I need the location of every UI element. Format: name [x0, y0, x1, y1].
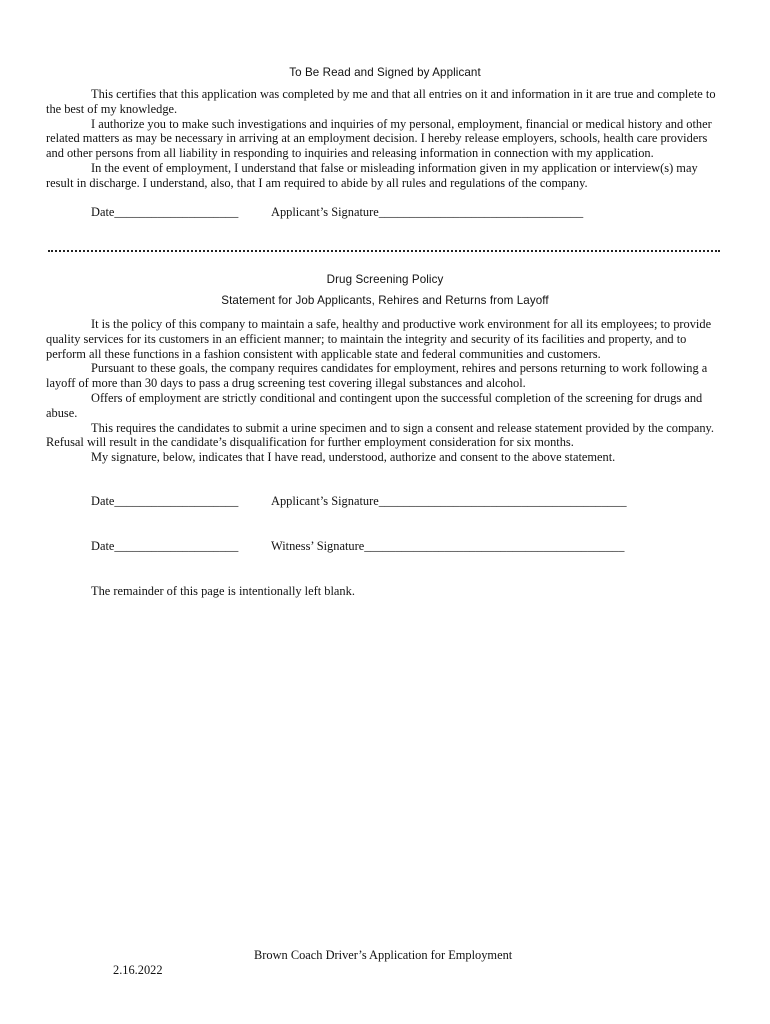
section-divider	[48, 250, 720, 252]
conditional-offer-paragraph: Offers of employment are strictly conditional and contingent upon the successful completion of the screening for drugs and abuse.	[46, 390, 703, 420]
applicant-signature-field[interactable]: Applicant’s Signature________________________________________	[271, 494, 627, 508]
specimen-paragraph: This requires the candidates to submit a urine specimen and to sign a consent and release statement provided by the company. Refusal will result in the candidate’s disqualification for further employment consideration for six months.	[46, 420, 715, 450]
applicant-certification-heading: To Be Read and Signed by Applicant	[289, 66, 481, 79]
date-field[interactable]: Date____________________	[91, 205, 239, 219]
blank-page-note: The remainder of this page is intentionally left blank.	[91, 584, 355, 598]
date-field[interactable]: Date____________________	[91, 539, 239, 553]
date-field[interactable]: Date____________________	[91, 494, 239, 508]
applicant-signature-field[interactable]: Applicant’s Signature_________________________________	[271, 205, 584, 219]
policy-paragraph: It is the policy of this company to maintain a safe, healthy and productive work environment for all its employees; to provide quality services for its customers in an efficient manner; to maintain the integrity and security of its facilities and property, and to perform all these functions in a fashion consistent with applicable state and federal communities and customers.	[46, 317, 712, 361]
drug-policy-subtitle: Statement for Job Applicants, Rehires and Returns from Layoff	[221, 294, 549, 307]
screening-requirement-paragraph: Pursuant to these goals, the company requires candidates for employment, rehires and persons returning to work following a layoff of more than 30 days to pass a drug screening test covering illegal substances and alcohol.	[46, 361, 708, 391]
discharge-paragraph: In the event of employment, I understand that false or misleading information given in my application or interview(s) may result in discharge. I understand, also, that I am required to abide by all rules and regulations of the company.	[46, 160, 698, 190]
certification-paragraph: This certifies that this application was completed by me and that all entries on it and information in it are true and complete to the best of my knowledge.	[46, 87, 716, 116]
footer-title: Brown Coach Driver’s Application for Employment	[254, 948, 513, 962]
witness-signature-field[interactable]: Witness’ Signature__________________________________________	[271, 539, 625, 553]
drug-policy-title: Drug Screening Policy	[326, 273, 444, 286]
authorization-paragraph: I authorize you to make such investigations and inquiries of my personal, employment, financial or medical history and other related matters as may be necessary in arriving at an employment decision. I hereby release employers, schools, health care providers and other persons from all liability in responding to inquiries and releasing information in connection with my application.	[46, 116, 712, 161]
applicant-certification-text	[46, 87, 726, 191]
footer-date: 2.16.2022	[113, 963, 163, 977]
drug-policy-text	[46, 317, 726, 465]
consent-paragraph: My signature, below, indicates that I have read, understood, authorize and consent to the above statement.	[91, 450, 616, 465]
